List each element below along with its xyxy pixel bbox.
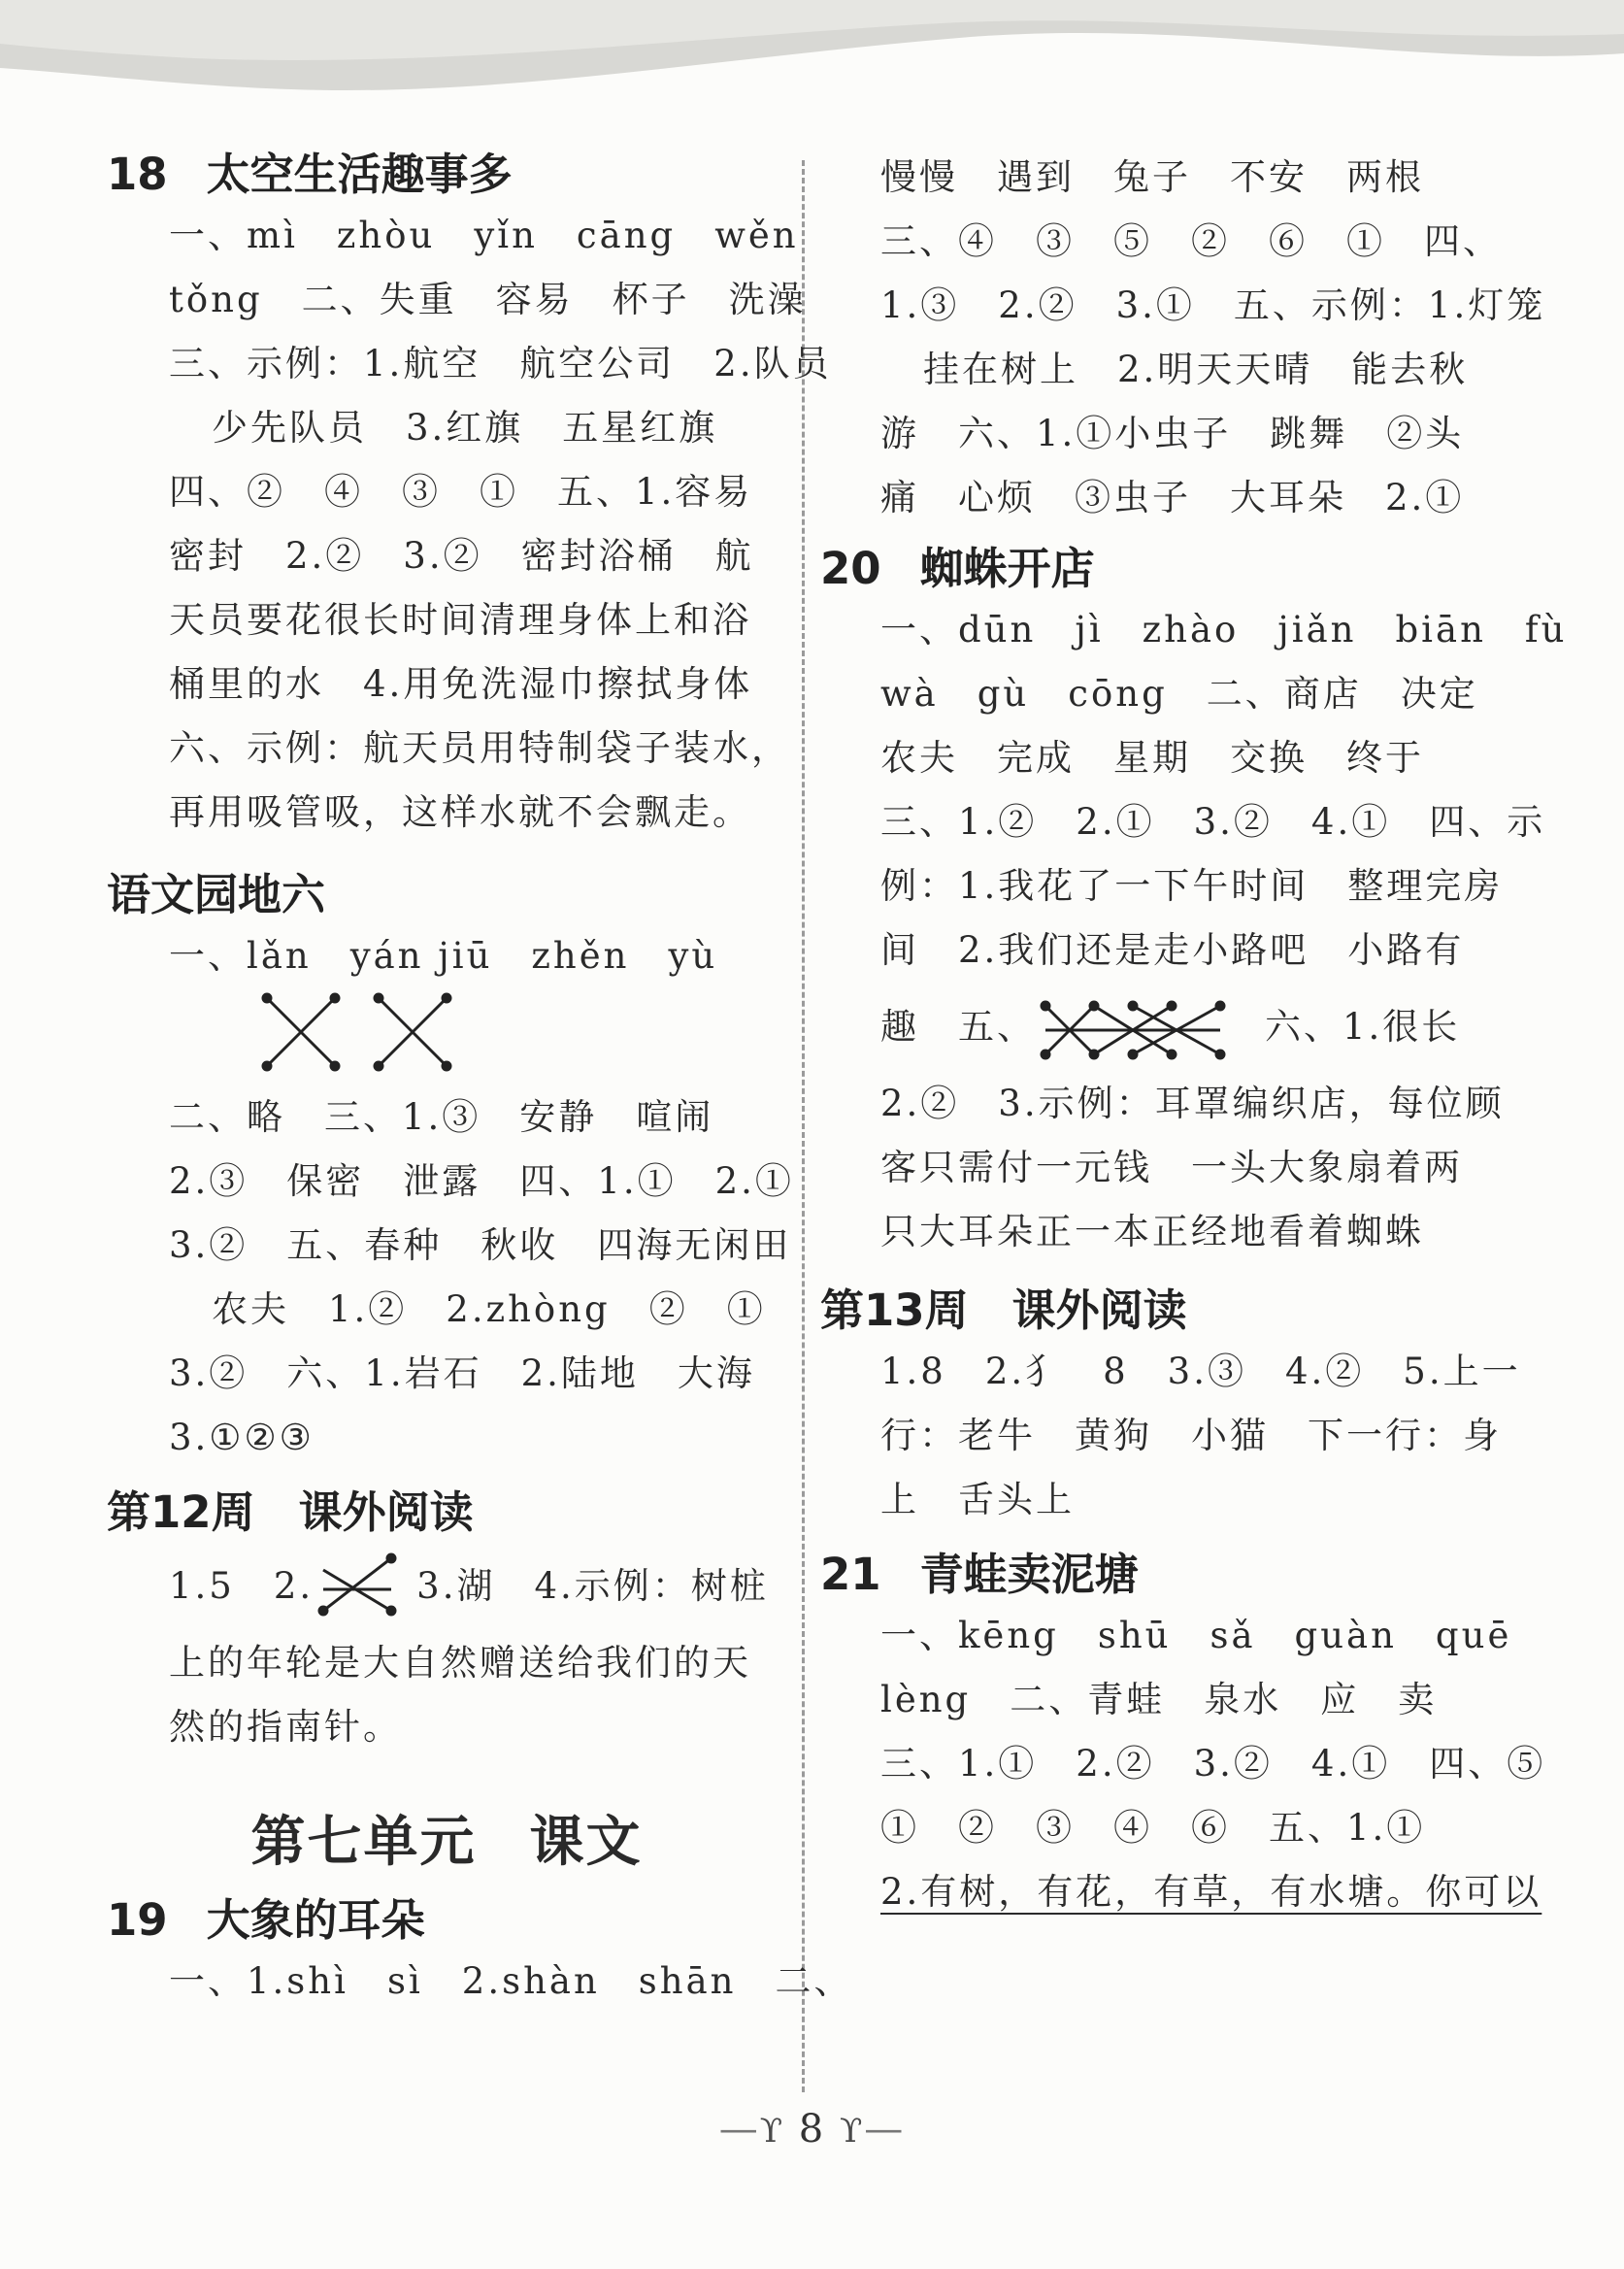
answer-line: tǒng 二、失重 容易 杯子 洗澡 — [169, 279, 807, 320]
answer-segment: 1.5 2. — [169, 1565, 315, 1607]
section-title-text: 青蛙卖泥塘 — [919, 1549, 1139, 1600]
answer-line: 行：老牛 黄狗 小猫 下一行：身 — [880, 1415, 1502, 1456]
underlined-answer: 2.有树，有花，有草，有水塘。你可以 — [880, 1871, 1542, 1913]
answer-line: 三、④ ③ ⑤ ② ⑥ ① 四、 — [880, 220, 1502, 262]
answer-line: 一、kēng shū sǎ guàn quē — [880, 1615, 1512, 1656]
cross-lines-icon — [1036, 991, 1230, 1069]
answer-line: 痛 心烦 ③虫子 大耳朵 2.① — [880, 477, 1465, 518]
answer-line: 桶里的水 4.用免洗湿巾擦拭身体 — [169, 663, 753, 705]
column-divider — [802, 160, 805, 2092]
answer-line: 一、mì zhòu yǐn cāng wěn — [169, 215, 799, 256]
section-title-text: 太空生活趣事多 — [206, 149, 513, 200]
sprout-icon: ϒ — [839, 2112, 865, 2151]
cross-lines-icon — [257, 988, 471, 1076]
answer-line: 少先队员 3.红旗 五星红旗 — [212, 407, 718, 449]
answer-line: 一、dūn jì zhào jiǎn biān fù — [880, 609, 1568, 651]
answer-line: 三、1.① 2.② 3.② 4.① 四、⑤ — [880, 1743, 1546, 1785]
section-title-week12 — [107, 1484, 786, 1542]
section-title-18 — [107, 146, 786, 204]
section-title-text: 蜘蛛开店 — [919, 543, 1095, 594]
answer-line: 二、略 三、1.③ 安静 喧闹 — [169, 1096, 714, 1138]
answer-line: 间 2.我们还是走小路吧 小路有 — [880, 929, 1465, 971]
answer-line: lèng 二、青蛙 泉水 应 卖 — [880, 1679, 1438, 1720]
footer-dash: — — [718, 2107, 760, 2152]
answer-line: 3.② 五、春种 秋收 四海无闲田 — [169, 1224, 792, 1266]
answer-line: 三、1.② 2.① 3.② 4.① 四、示 — [880, 801, 1546, 843]
unit-title-part: 第七单元 — [250, 1811, 477, 1874]
section-title-20 — [820, 540, 1505, 598]
answer-line: 2.③ 保密 泄露 四、1.① 2.① — [169, 1160, 794, 1202]
section-title-21 — [820, 1546, 1505, 1604]
section-title-text: 语文园地六 — [107, 869, 326, 920]
answer-line: 六、示例：航天员用特制袋子装水， — [169, 727, 790, 769]
answer-line: 一、1.shì sì 2.shàn shān 二、 — [169, 1960, 853, 2002]
answer-segment: 趣 五、 — [880, 1006, 1036, 1048]
answer-line: 天员要花很长时间清理身体上和浴 — [169, 599, 751, 641]
section-title-text: 第13周 课外阅读 — [820, 1285, 1187, 1336]
section-title-text: 第12周 课外阅读 — [107, 1486, 474, 1538]
answer-line: 一、lǎn yán jiū zhěn yù — [169, 935, 718, 977]
sprout-icon: ϒ — [759, 2112, 785, 2151]
answer-line: wà gù cōng 二、商店 决定 — [880, 673, 1478, 715]
answer-line — [820, 1860, 1542, 1924]
answer-line: 只大耳朵正一本正经地看着蜘蛛 — [880, 1211, 1424, 1252]
section-title-19 — [107, 1891, 786, 1950]
answer-line: 2.② 3.示例：耳罩编织店，每位顾 — [880, 1083, 1505, 1124]
page-footer — [0, 2107, 1624, 2152]
section-number: 19 — [107, 1894, 168, 1946]
answer-line: 上的年轮是大自然赠送给我们的天 — [169, 1642, 751, 1684]
answer-line: 上 舌头上 — [880, 1479, 1075, 1520]
cross-lines-icon — [314, 1551, 401, 1628]
answer-line: 3.② 六、1.岩石 2.陆地 大海 — [169, 1352, 755, 1394]
page-number: 8 — [798, 2107, 826, 2152]
answer-line: 密封 2.② 3.② 密封浴桶 航 — [169, 535, 754, 577]
section-title-week13 — [820, 1282, 1505, 1340]
section-number: 21 — [820, 1549, 881, 1600]
answer-line: 三、示例：1.航空 航空公司 2.队员 — [169, 343, 832, 384]
unit-title-part: 课文 — [529, 1811, 643, 1874]
unit-title — [107, 1794, 786, 1891]
section-number: 18 — [107, 149, 168, 200]
answer-line: 挂在树上 2.明天天晴 能去秋 — [923, 349, 1469, 390]
answer-line: 3.①②③ — [169, 1417, 315, 1458]
answer-line: 然的指南针。 — [169, 1706, 402, 1748]
answer-line: 农夫 完成 星期 交换 终于 — [880, 737, 1424, 779]
answer-segment: 六、1.很长 — [1265, 1006, 1461, 1048]
section-title-yuwen — [107, 866, 786, 924]
footer-dash: — — [864, 2107, 906, 2152]
answer-line: 1.8 2.犭 8 3.③ 4.② 5.上一 — [880, 1351, 1521, 1392]
answer-line: 四、② ④ ③ ① 五、1.容易 — [169, 471, 753, 513]
section-number: 20 — [820, 543, 881, 594]
answer-line: 客只需付一元钱 一头大象扇着两 — [880, 1147, 1463, 1188]
answer-line: 慢慢 遇到 兔子 不安 两根 — [880, 156, 1424, 198]
answer-line: 游 六、1.①小虫子 跳舞 ②头 — [880, 413, 1465, 454]
section-title-text: 大象的耳朵 — [206, 1894, 425, 1946]
answer-line: 农夫 1.② 2.zhòng ② ① — [212, 1288, 766, 1330]
answer-line: ① ② ③ ④ ⑥ 五、1.① — [880, 1807, 1426, 1849]
answer-line: 再用吸管吸，这样水就不会飘走。 — [169, 791, 751, 833]
right-column — [820, 146, 1568, 1924]
answer-segment: 3.湖 4.示例：树桩 — [416, 1565, 769, 1607]
answer-line — [820, 983, 1505, 1072]
matching-diagram — [107, 988, 786, 1085]
decorative-top-band — [0, 0, 1624, 117]
answer-line — [107, 1542, 786, 1631]
answer-line: 1.③ 2.② 3.① 五、示例：1.灯笼 — [880, 284, 1546, 326]
answer-line: 例：1.我花了一下午时间 整理完房 — [880, 865, 1504, 907]
